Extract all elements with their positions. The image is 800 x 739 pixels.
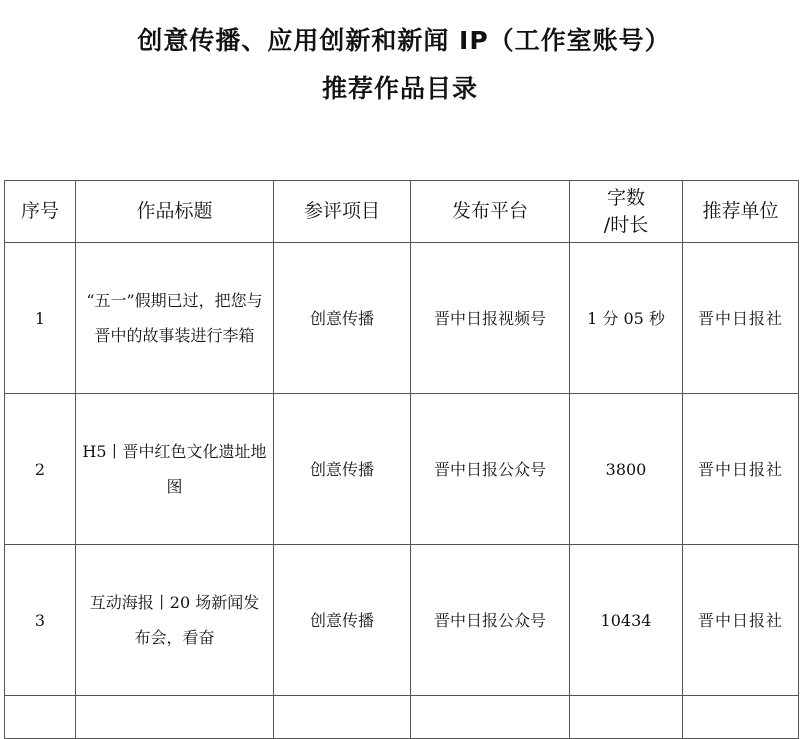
cell-title: 互动海报丨20 场新闻发布会，看奋 (76, 545, 274, 696)
document-header (0, 22, 800, 108)
table-row (5, 243, 799, 394)
cell-empty (274, 696, 411, 739)
header-title: 作品标题 (76, 181, 274, 243)
header-unit: 推荐单位 (683, 181, 799, 243)
cell-platform: 晋中日报公众号 (411, 394, 570, 545)
table-row-empty (5, 696, 799, 739)
cell-empty (5, 696, 76, 739)
cell-category: 创意传播 (274, 545, 411, 696)
cell-seq: 2 (5, 394, 76, 545)
header-platform: 发布平台 (411, 181, 570, 243)
header-length-line2: /时长 (603, 213, 649, 236)
document-title: 创意传播、应用创新和新闻 IP（工作室账号） (137, 26, 671, 55)
catalog-table (4, 180, 799, 739)
cell-empty (76, 696, 274, 739)
cell-platform: 晋中日报视频号 (411, 243, 570, 394)
cell-length: 10434 (570, 545, 683, 696)
cell-length: 1 分 05 秒 (570, 243, 683, 394)
cell-title: “五一”假期已过，把您与晋中的故事装进行李箱 (76, 243, 274, 394)
cell-empty (683, 696, 799, 739)
cell-empty (411, 696, 570, 739)
cell-seq: 3 (5, 545, 76, 696)
table-row (5, 545, 799, 696)
header-length-line1: 字数 (606, 186, 645, 209)
header-length (570, 181, 683, 243)
cell-category: 创意传播 (274, 394, 411, 545)
cell-platform: 晋中日报公众号 (411, 545, 570, 696)
header-category: 参评项目 (274, 181, 411, 243)
document-subtitle: 推荐作品目录 (321, 74, 478, 103)
cell-unit: 晋中日报社 (683, 394, 799, 545)
cell-title: H5丨晋中红色文化遗址地图 (76, 394, 274, 545)
cell-unit: 晋中日报社 (683, 243, 799, 394)
table-header-row (5, 181, 799, 243)
table-row (5, 394, 799, 545)
cell-length: 3800 (570, 394, 683, 545)
cell-unit: 晋中日报社 (683, 545, 799, 696)
cell-seq: 1 (5, 243, 76, 394)
cell-category: 创意传播 (274, 243, 411, 394)
cell-empty (570, 696, 683, 739)
header-seq: 序号 (5, 181, 76, 243)
